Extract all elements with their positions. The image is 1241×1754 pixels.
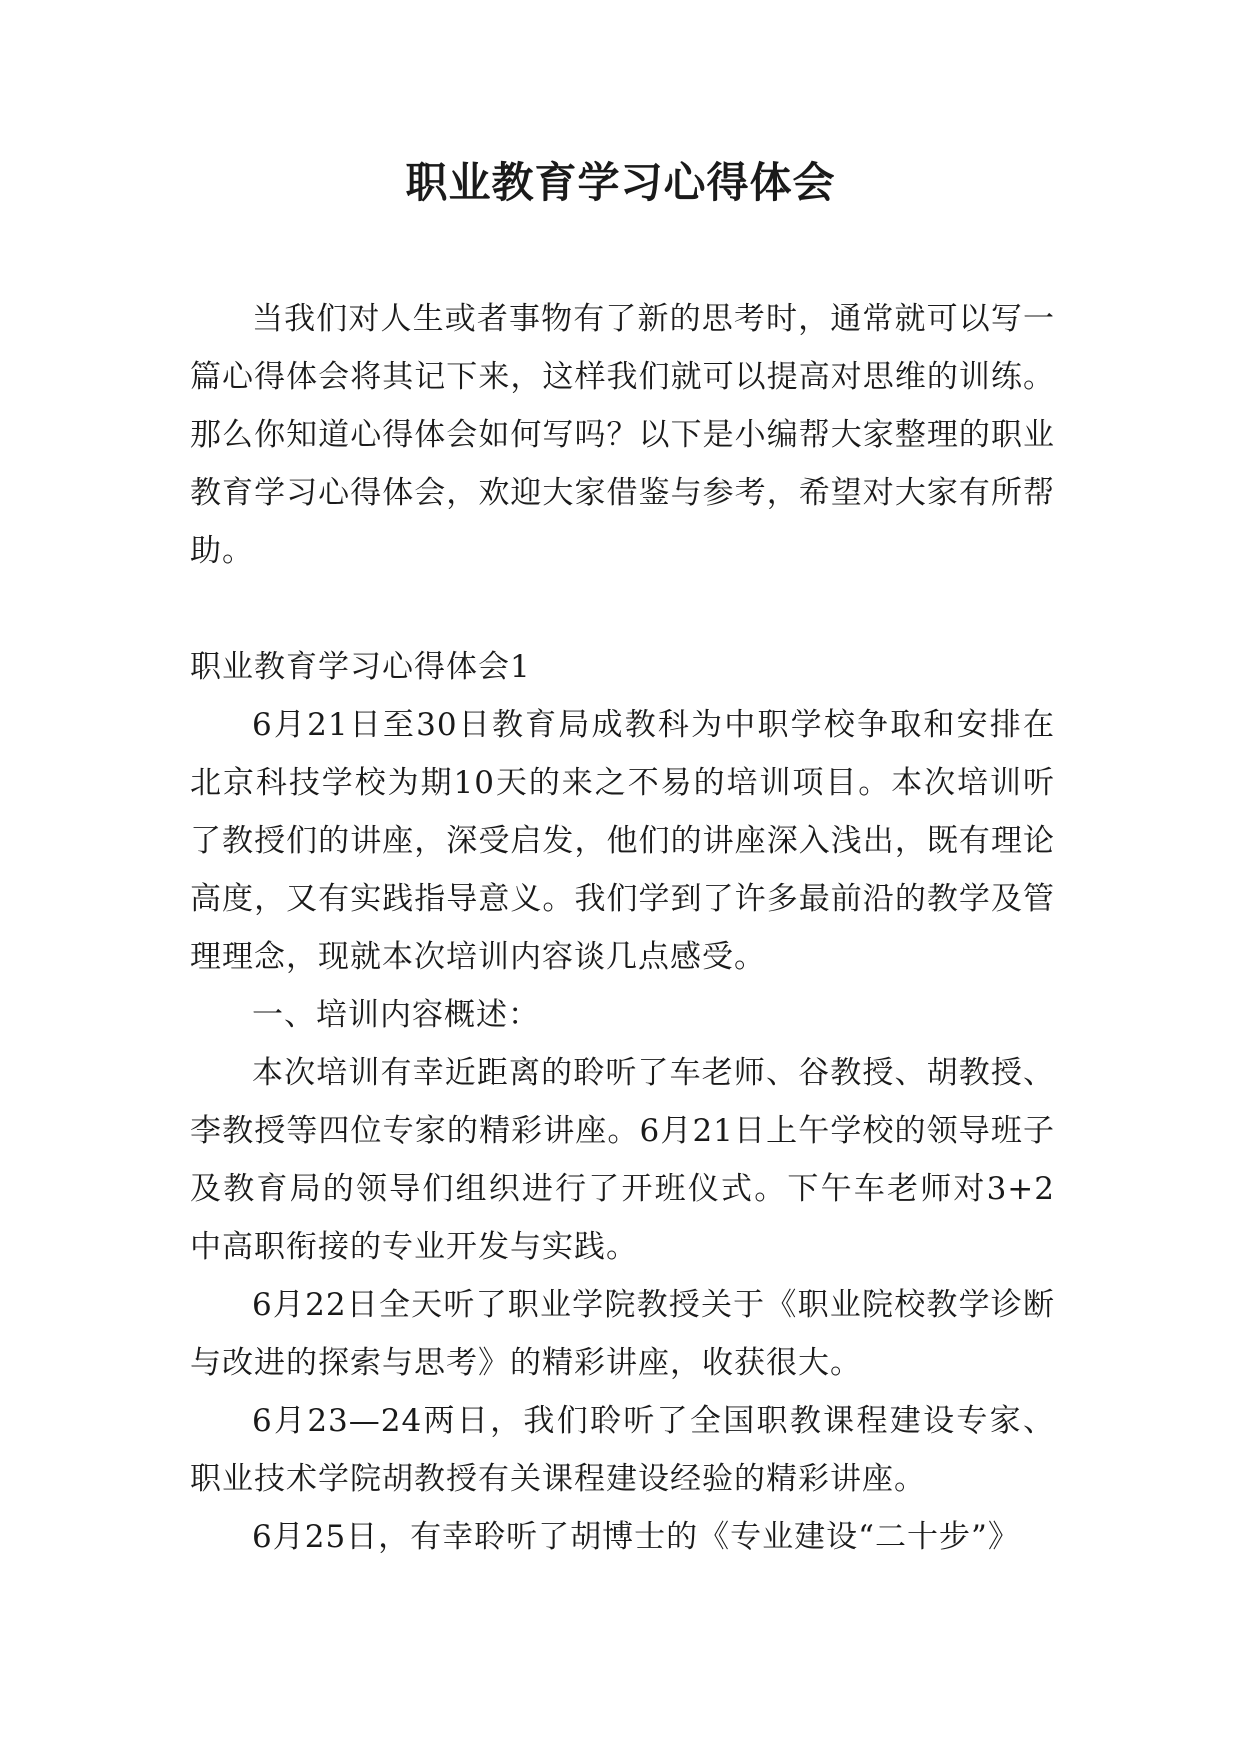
body-paragraph-4: 6月23—24两日，我们聆听了全国职教课程建设专家、职业技术学院胡教授有关课程建设经验的精彩讲座。: [190, 1403, 1055, 1497]
subheading-training-overview: 一、培训内容概述：: [252, 997, 540, 1033]
section-heading: 职业教育学习心得体会1: [190, 649, 531, 685]
document-title: 职业教育学习心得体会: [405, 158, 836, 207]
body-paragraph-1: 6月21日至30日教育局成教科为中职学校争取和安排在北京科技学校为期10天的来之不易的培训项目。本次培训听了教授们的讲座，深受启发，他们的讲座深入浅出，既有理论高度，又有实践指导意义。我们学到了许多最前沿的教学及管理理念，现就本次培训内容谈几点感受。: [190, 707, 1055, 975]
intro-paragraph: 当我们对人生或者事物有了新的思考时，通常就可以写一篇心得体会将其记下来，这样我们就可以提高对思维的训练。那么你知道心得体会如何写吗？以下是小编帮大家整理的职业教育学习心得体会，欢迎大家借鉴与参考，希望对大家有所帮助。: [190, 301, 1055, 569]
document-body: [190, 290, 1055, 1566]
body-paragraph-3: 6月22日全天听了职业学院教授关于《职业院校教学诊断与改进的探索与思考》的精彩讲座，收获很大。: [190, 1287, 1055, 1381]
body-paragraph-2: 本次培训有幸近距离的聆听了车老师、谷教授、胡教授、李教授等四位专家的精彩讲座。6月21日上午学校的领导班子及教育局的领导们组织进行了开班仪式。下午车老师对3+2中高职衔接的专业开发与实践。: [190, 1055, 1055, 1265]
body-paragraph-5: 6月25日，有幸聆听了胡博士的《专业建设“二十步”》: [252, 1519, 1020, 1555]
